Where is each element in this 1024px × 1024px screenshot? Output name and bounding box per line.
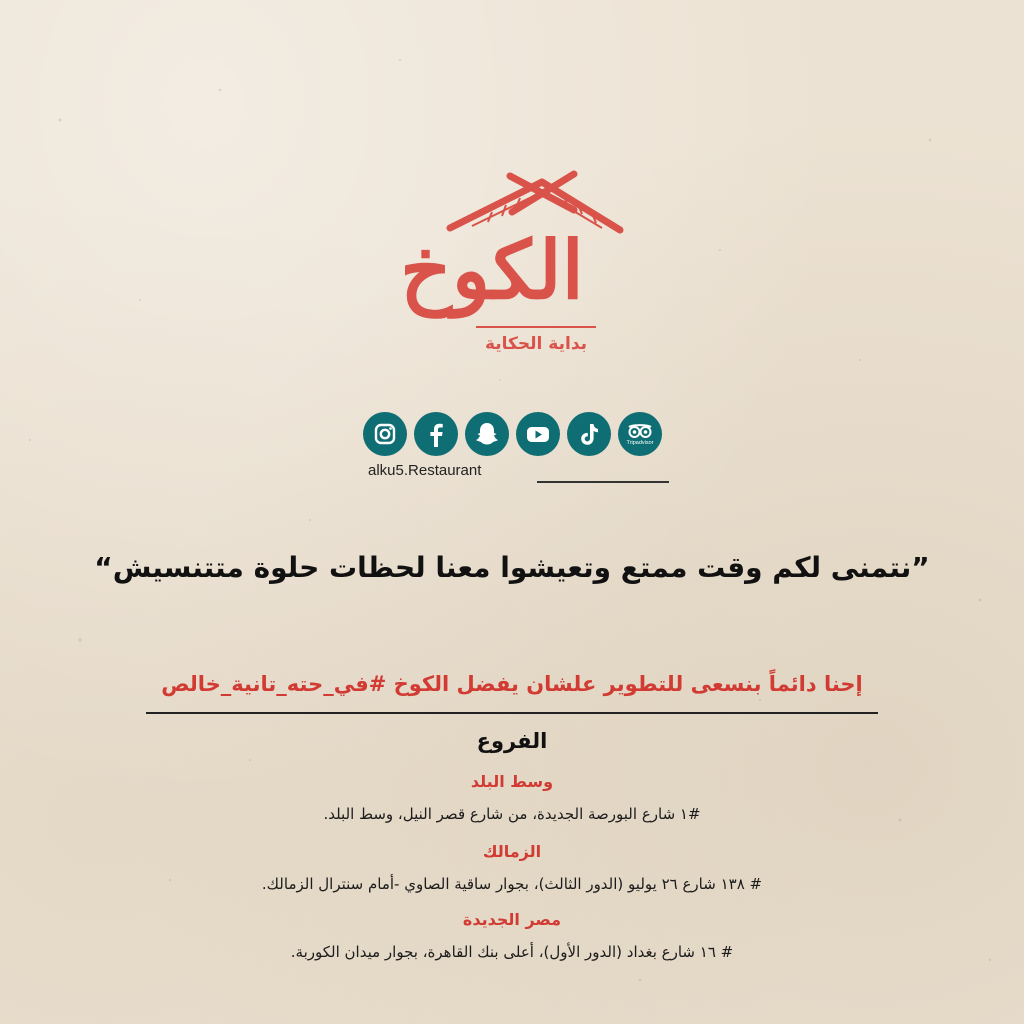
branch-address-downtown: #١ شارع البورصة الجديدة، من شارع قصر النيل، وسط البلد.	[323, 805, 701, 823]
handle-underline	[537, 481, 669, 483]
section-divider	[146, 712, 878, 714]
snapchat-icon[interactable]	[465, 412, 509, 456]
quote-text: ”نتمنى لكم وقت ممتع وتعيشوا معنا لحظات حلوة متتنسيش“	[94, 551, 930, 584]
brand-tagline: بداية الحكاية	[484, 334, 588, 354]
branches-heading: الفروع	[476, 729, 548, 753]
branch-address-zamalek: # ١٣٨ شارع ٢٦ يوليو (الدور الثالث)، بجوار ساقية الصاوي -أمام سنترال الزمالك.	[261, 875, 763, 893]
youtube-icon[interactable]	[516, 412, 560, 456]
tiktok-icon[interactable]	[567, 412, 611, 456]
branch-name-heliopolis: مصر الجديدة	[462, 910, 562, 929]
slogan-text: إحنا دائماً بنسعى للتطوير علشان يفضل الكوخ #في_حته_تانية_خالص	[161, 672, 863, 696]
logo-underline	[476, 326, 596, 328]
social-handle[interactable]: alku5.Restaurant	[368, 462, 482, 479]
brand-logo	[392, 168, 632, 368]
brand-logo-text: الكوخ	[400, 223, 584, 317]
facebook-icon[interactable]	[414, 412, 458, 456]
tripadvisor-label: Tripadvisor	[626, 440, 653, 446]
instagram-icon[interactable]	[363, 412, 407, 456]
branch-name-downtown: وسط البلد	[470, 772, 554, 791]
tripadvisor-icon[interactable]	[618, 412, 662, 456]
social-links	[0, 412, 1024, 456]
branch-name-zamalek: الزمالك	[482, 842, 542, 861]
branch-address-heliopolis: # ١٦ شارع بغداد (الدور الأول)، أعلى بنك القاهرة، بجوار ميدان الكوربة.	[290, 943, 734, 961]
